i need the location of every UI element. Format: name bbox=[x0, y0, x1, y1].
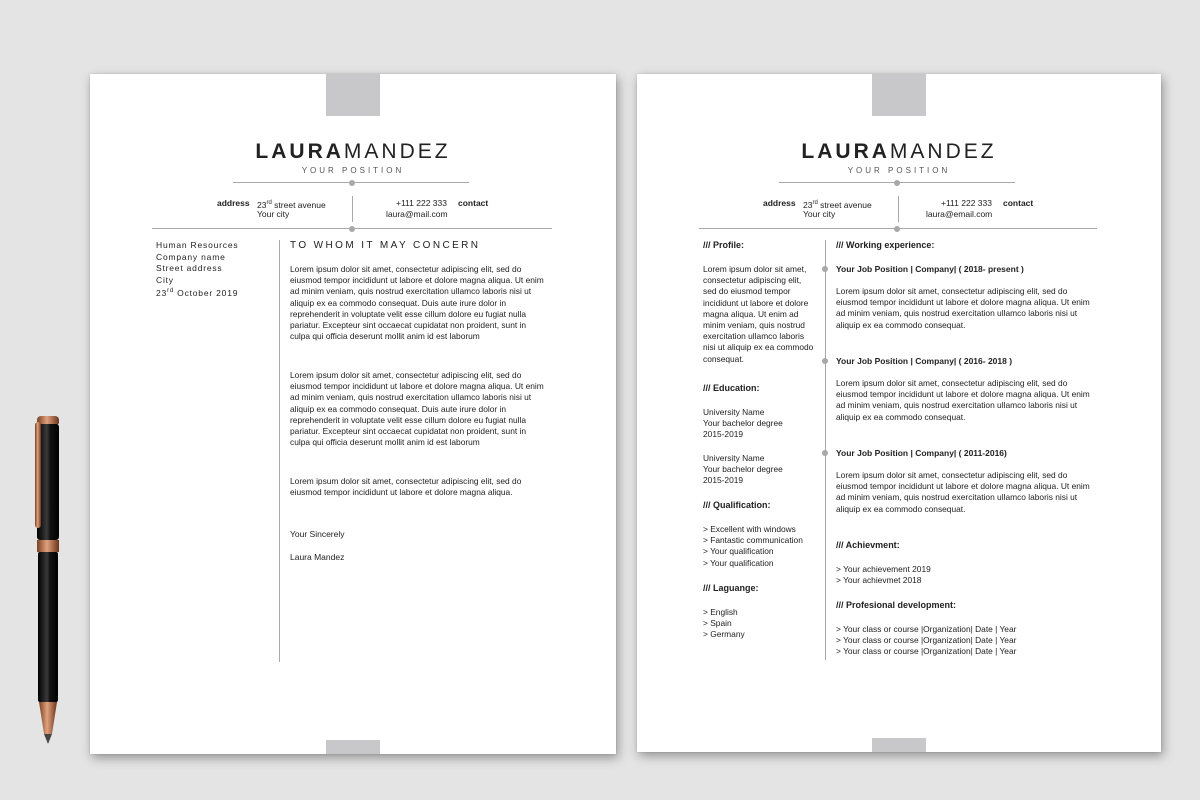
email: laura@mail.com bbox=[386, 209, 448, 219]
phone: +111 222 333 bbox=[396, 198, 447, 208]
recipient-line: Human Resources bbox=[156, 240, 239, 250]
header-dot bbox=[349, 180, 355, 186]
letter-paragraph: Lorem ipsum dolor sit amet, consectetur adipiscing elit, sed do eiusmod tempor incididunt ut labore et dolore magna aliqua. Ut enim ad minim veniam, quis nostrud exercitation ullamco laboris nisi ut aliquip ex ea commodo consequat. Duis aute irure dolor in reprehenderit in voluptate velit esse cillum dolore eu fugiat nulla pariatur. Excepteur sint occaecat cupidatat non proident, sunt in culpa qui officia deserunt mollit anim id est laborum bbox=[290, 370, 544, 448]
pen-image bbox=[33, 416, 73, 746]
list-item: > Your class or course |Organization| Date | Year bbox=[836, 635, 1017, 646]
top-tab bbox=[872, 74, 926, 116]
letter-paragraph: Lorem ipsum dolor sit amet, consectetur adipiscing elit, sed do eiusmod tempor incididunt ut labore et dolore magna aliqua. bbox=[290, 476, 522, 498]
achievement-list bbox=[836, 564, 931, 586]
email: laura@email.com bbox=[926, 209, 993, 219]
position-title: YOUR POSITION bbox=[847, 166, 951, 175]
top-tab bbox=[326, 74, 380, 116]
list-item: > Excellent with windows bbox=[703, 524, 796, 534]
list-item: > Your qualification bbox=[703, 557, 774, 568]
job-title: Your Job Position | Company| ( 2016- 2018 ) bbox=[836, 356, 1013, 366]
education-heading: /// Education: bbox=[703, 383, 760, 393]
job-description: Lorem ipsum dolor sit amet, consectetur adipiscing elit, sed do eiusmod tempor incididunt ut labore et dolore magna aliqua. Ut enim ad minim veniam, quis nostrud exercitation ullamco laboris nisi ut aliquip ex ea commodo consequat. bbox=[836, 378, 1090, 422]
list-item: > Fantastic communication bbox=[703, 535, 803, 546]
street-address: 23rd street avenue bbox=[803, 199, 872, 210]
recipient-block bbox=[156, 240, 238, 299]
applicant-name bbox=[637, 140, 1161, 164]
list-item: > Your achievmet 2018 bbox=[836, 575, 922, 586]
contact-label: contact bbox=[1003, 198, 1034, 208]
recipient-line: City bbox=[156, 274, 174, 285]
language-heading: /// Laguange: bbox=[703, 583, 759, 593]
profile-text: Lorem ipsum dolor sit amet, consectetur adipiscing elit, sed do eiusmod tempor incididunt ut labore et dolore magna aliqua. Ut enim ad minim veniam, quis nostrud exercitation ullamco laboris nisi ut aliquip ex ea commodo consequat. bbox=[703, 264, 814, 364]
qualification-heading: /// Qualification: bbox=[703, 500, 771, 510]
bottom-tab bbox=[872, 738, 926, 752]
list-item: > Your qualification bbox=[703, 546, 774, 557]
section-dot bbox=[894, 226, 900, 232]
education-item bbox=[703, 453, 783, 487]
experience-heading: /// Working experience: bbox=[836, 240, 935, 250]
achievement-heading: /// Achievment: bbox=[836, 540, 900, 550]
development-heading: /// Profesional development: bbox=[836, 600, 957, 610]
list-item: > English bbox=[703, 607, 738, 617]
list-item: > Your achievement 2019 bbox=[836, 564, 931, 574]
list-item: > Spain bbox=[703, 618, 732, 629]
school-name: University Name bbox=[703, 407, 765, 417]
timeline-dot bbox=[822, 450, 828, 456]
timeline-dot bbox=[822, 266, 828, 272]
qualification-list bbox=[703, 524, 803, 569]
letter-date: 23rd October 2019 bbox=[156, 287, 239, 298]
recipient-line: Street address bbox=[156, 263, 223, 273]
column-divider bbox=[279, 240, 280, 662]
position-title: YOUR POSITION bbox=[301, 166, 405, 175]
degree: Your bachelor degree bbox=[703, 418, 783, 429]
applicant-name bbox=[90, 140, 616, 164]
city: Your city bbox=[257, 209, 290, 219]
job-title: Your Job Position | Company| ( 2018- present ) bbox=[836, 264, 1024, 274]
timeline-dot bbox=[822, 358, 828, 364]
section-dot bbox=[349, 226, 355, 232]
job-title: Your Job Position | Company| ( 2011-2016) bbox=[836, 448, 1007, 458]
school-name: University Name bbox=[703, 453, 765, 463]
cover-letter-page bbox=[90, 74, 616, 754]
list-item: > Your class or course |Organization| Date | Year bbox=[836, 646, 1017, 657]
job-description: Lorem ipsum dolor sit amet, consectetur adipiscing elit, sed do eiusmod tempor incididunt ut labore et dolore magna aliqua. Ut enim ad minim veniam, quis nostrud exercitation ullamco laboris nisi ut aliquip ex ea commodo consequat. bbox=[836, 286, 1090, 330]
bottom-tab bbox=[326, 740, 380, 754]
header-dot bbox=[894, 180, 900, 186]
years: 2015-2019 bbox=[703, 475, 744, 486]
salutation: TO WHOM IT MAY CONCERN bbox=[290, 240, 481, 251]
contact-divider bbox=[898, 196, 899, 222]
phone: +111 222 333 bbox=[941, 198, 992, 208]
recipient-line: Company name bbox=[156, 251, 226, 262]
last-name: MANDEZ bbox=[889, 140, 997, 163]
first-name: LAURA bbox=[255, 140, 344, 163]
last-name: MANDEZ bbox=[343, 140, 451, 163]
profile-heading: /// Profile: bbox=[703, 240, 745, 250]
letter-paragraph: Lorem ipsum dolor sit amet, consectetur adipiscing elit, sed do eiusmod tempor incididunt ut labore et dolore magna aliqua. Ut enim ad minim veniam, quis nostrud exercitation ullamco laboris nisi ut aliquip ex ea commodo consequat. Duis aute irure dolor in reprehenderit in voluptate velit esse cillum dolore eu fugiat nulla pariatur. Excepteur sint occaecat cupidatat non proident, sunt in culpa qui officia deserunt mollit anim id est laborum bbox=[290, 264, 544, 342]
list-item: > Germany bbox=[703, 629, 745, 640]
language-list bbox=[703, 607, 745, 641]
contact-divider bbox=[352, 196, 353, 222]
address-label: address bbox=[763, 198, 796, 208]
first-name: LAURA bbox=[801, 140, 890, 163]
development-list bbox=[836, 624, 1016, 658]
list-item: > Your class or course |Organization| Date | Year bbox=[836, 624, 1017, 634]
years: 2015-2019 bbox=[703, 429, 744, 440]
degree: Your bachelor degree bbox=[703, 464, 783, 475]
city: Your city bbox=[803, 209, 836, 219]
closing: Your Sincerely bbox=[290, 529, 345, 539]
signature: Laura Mandez bbox=[290, 552, 345, 562]
resume-page bbox=[637, 74, 1161, 752]
street-address: 23rd street avenue bbox=[257, 199, 326, 210]
education-item bbox=[703, 407, 783, 441]
job-description: Lorem ipsum dolor sit amet, consectetur adipiscing elit, sed do eiusmod tempor incididunt ut labore et dolore magna aliqua. Ut enim ad minim veniam, quis nostrud exercitation ullamco laboris nisi ut aliquip ex ea commodo consequat. bbox=[836, 470, 1090, 514]
contact-label: contact bbox=[458, 198, 489, 208]
address-label: address bbox=[217, 198, 250, 208]
